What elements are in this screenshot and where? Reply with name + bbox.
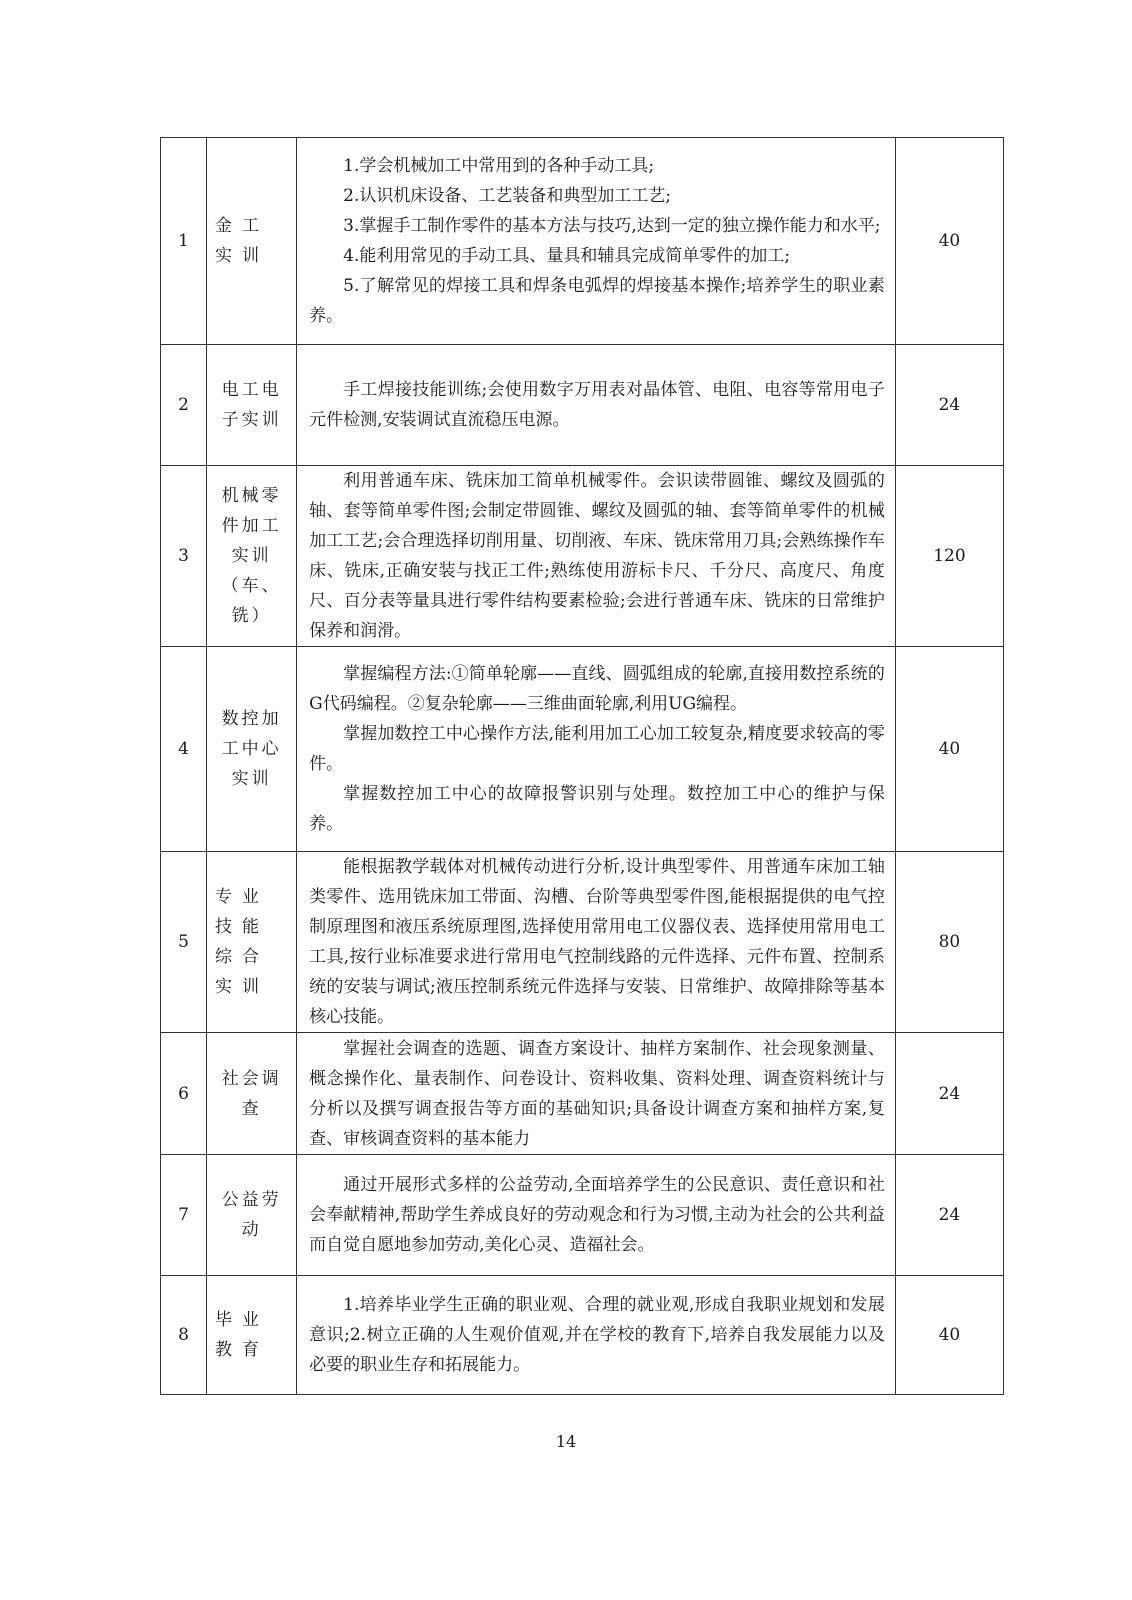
course-hours: 24: [895, 345, 1003, 466]
course-name: 社会调查: [207, 1033, 297, 1155]
table-row: [161, 466, 1004, 647]
row-number: 7: [161, 1155, 207, 1276]
row-number: 8: [161, 1276, 207, 1395]
course-description: [297, 1155, 896, 1276]
course-hours: 40: [895, 647, 1003, 852]
course-name: 机械零件加工实训（车、铣）: [207, 466, 297, 647]
course-hours: 24: [895, 1033, 1003, 1155]
course-hours: 120: [895, 466, 1003, 647]
row-number: 6: [161, 1033, 207, 1155]
course-hours: 24: [895, 1155, 1003, 1276]
row-number: 5: [161, 852, 207, 1033]
course-description: [297, 345, 896, 466]
course-hours: 40: [895, 138, 1003, 345]
description-paragraph: 掌握加数控工中心操作方法,能利用加工心加工较复杂,精度要求较高的零件。: [309, 724, 885, 774]
table-row: [161, 1276, 1004, 1395]
course-name: 专业技能综合实训: [207, 852, 297, 1033]
description-paragraph: 利用普通车床、铣床加工简单机械零件。会识读带圆锥、螺纹及圆弧的轴、套等简单零件图;会制定带圆锥、螺纹及圆弧的轴、套等简单零件的机械加工工艺;会合理选择切削用量、切削液、车床、铣床常用刀具;会熟练操作车床、铣床,正确安装与找正工件;熟练使用游标卡尺、千分尺、高度尺、角度尺、百分表等量具进行零件结构要素检验;会进行普通车床、铣床的日常维护保养和润滑。: [309, 471, 885, 641]
description-paragraph: 掌握数控加工中心的故障报警识别与处理。数控加工中心的维护与保养。: [309, 784, 885, 834]
description-paragraph: 手工焊接技能训练;会使用数字万用表对晶体管、电阻、电容等常用电子元件检测,安装调试直流稳压电源。: [309, 380, 885, 430]
description-paragraph: 3.掌握手工制作零件的基本方法与技巧,达到一定的独立操作能力和水平;: [343, 216, 881, 236]
row-number: 1: [161, 138, 207, 345]
description-paragraph: 2.认识机床设备、工艺装备和典型加工工艺;: [343, 186, 672, 206]
description-paragraph: 1.学会机械加工中常用到的各种手动工具;: [343, 156, 655, 176]
row-number: 2: [161, 345, 207, 466]
course-description: [297, 647, 896, 852]
course-description: [297, 138, 896, 345]
page-number: 14: [555, 1432, 577, 1451]
description-paragraph: 通过开展形式多样的公益劳动,全面培养学生的公民意识、责任意识和社会奉献精神,帮助学生养成良好的劳动观念和行为习惯,主动为社会的公共利益而自觉自愿地参加劳动,美化心灵、造福社会。: [309, 1175, 885, 1255]
course-description: [297, 1033, 896, 1155]
course-hours: 80: [895, 852, 1003, 1033]
description-paragraph: 掌握社会调查的选题、调查方案设计、抽样方案制作、社会现象测量、概念操作化、量表制作、问卷设计、资料收集、资料处理、调查资料统计与分析以及撰写调查报告等方面的基础知识;具备设计调查方案和抽样方案,复查、审核调查资料的基本能力: [309, 1038, 885, 1149]
training-table: [160, 137, 1004, 1395]
table-row: [161, 852, 1004, 1033]
course-description: [297, 1276, 896, 1395]
course-name: 金工实训: [207, 138, 297, 345]
table-row: [161, 138, 1004, 345]
description-paragraph: 掌握编程方法:①简单轮廓——直线、圆弧组成的轮廓,直接用数控系统的G代码编程。②复杂轮廓——三维曲面轮廓,利用UG编程。: [309, 664, 885, 714]
row-number: 3: [161, 466, 207, 647]
table-row: [161, 1033, 1004, 1155]
table-row: [161, 647, 1004, 852]
course-name: 毕业教育: [207, 1276, 297, 1395]
course-description: [297, 466, 896, 647]
description-paragraph: 4.能利用常见的手动工具、量具和辅具完成简单零件的加工;: [343, 246, 791, 266]
table-row: [161, 1155, 1004, 1276]
course-name: 公益劳动: [207, 1155, 297, 1276]
table-row: [161, 345, 1004, 466]
course-name: 电工电子实训: [207, 345, 297, 466]
course-hours: 40: [895, 1276, 1003, 1395]
description-paragraph: 1.培养毕业学生正确的职业观、合理的就业观,形成自我职业规划和发展意识;2.树立正确的人生观价值观,并在学校的教育下,培养自我发展能力以及必要的职业生存和拓展能力。: [309, 1295, 885, 1375]
course-description: [297, 852, 896, 1033]
course-name: 数控加工中心实训: [207, 647, 297, 852]
description-paragraph: 能根据教学载体对机械传动进行分析,设计典型零件、用普通车床加工轴类零件、选用铣床加工带面、沟槽、台阶等典型零件图,能根据提供的电气控制原理图和液压系统原理图,选择使用常用电工仪器仪表、选择使用常用电工工具,按行业标准要求进行常用电气控制线路的元件选择、元件布置、控制系统的安装与调试;液压控制系统元件选择与安装、日常维护、故障排除等基本核心技能。: [309, 857, 885, 1027]
row-number: 4: [161, 647, 207, 852]
description-paragraph: 5.了解常见的焊接工具和焊条电弧焊的焊接基本操作;培养学生的职业素养。: [309, 276, 885, 326]
